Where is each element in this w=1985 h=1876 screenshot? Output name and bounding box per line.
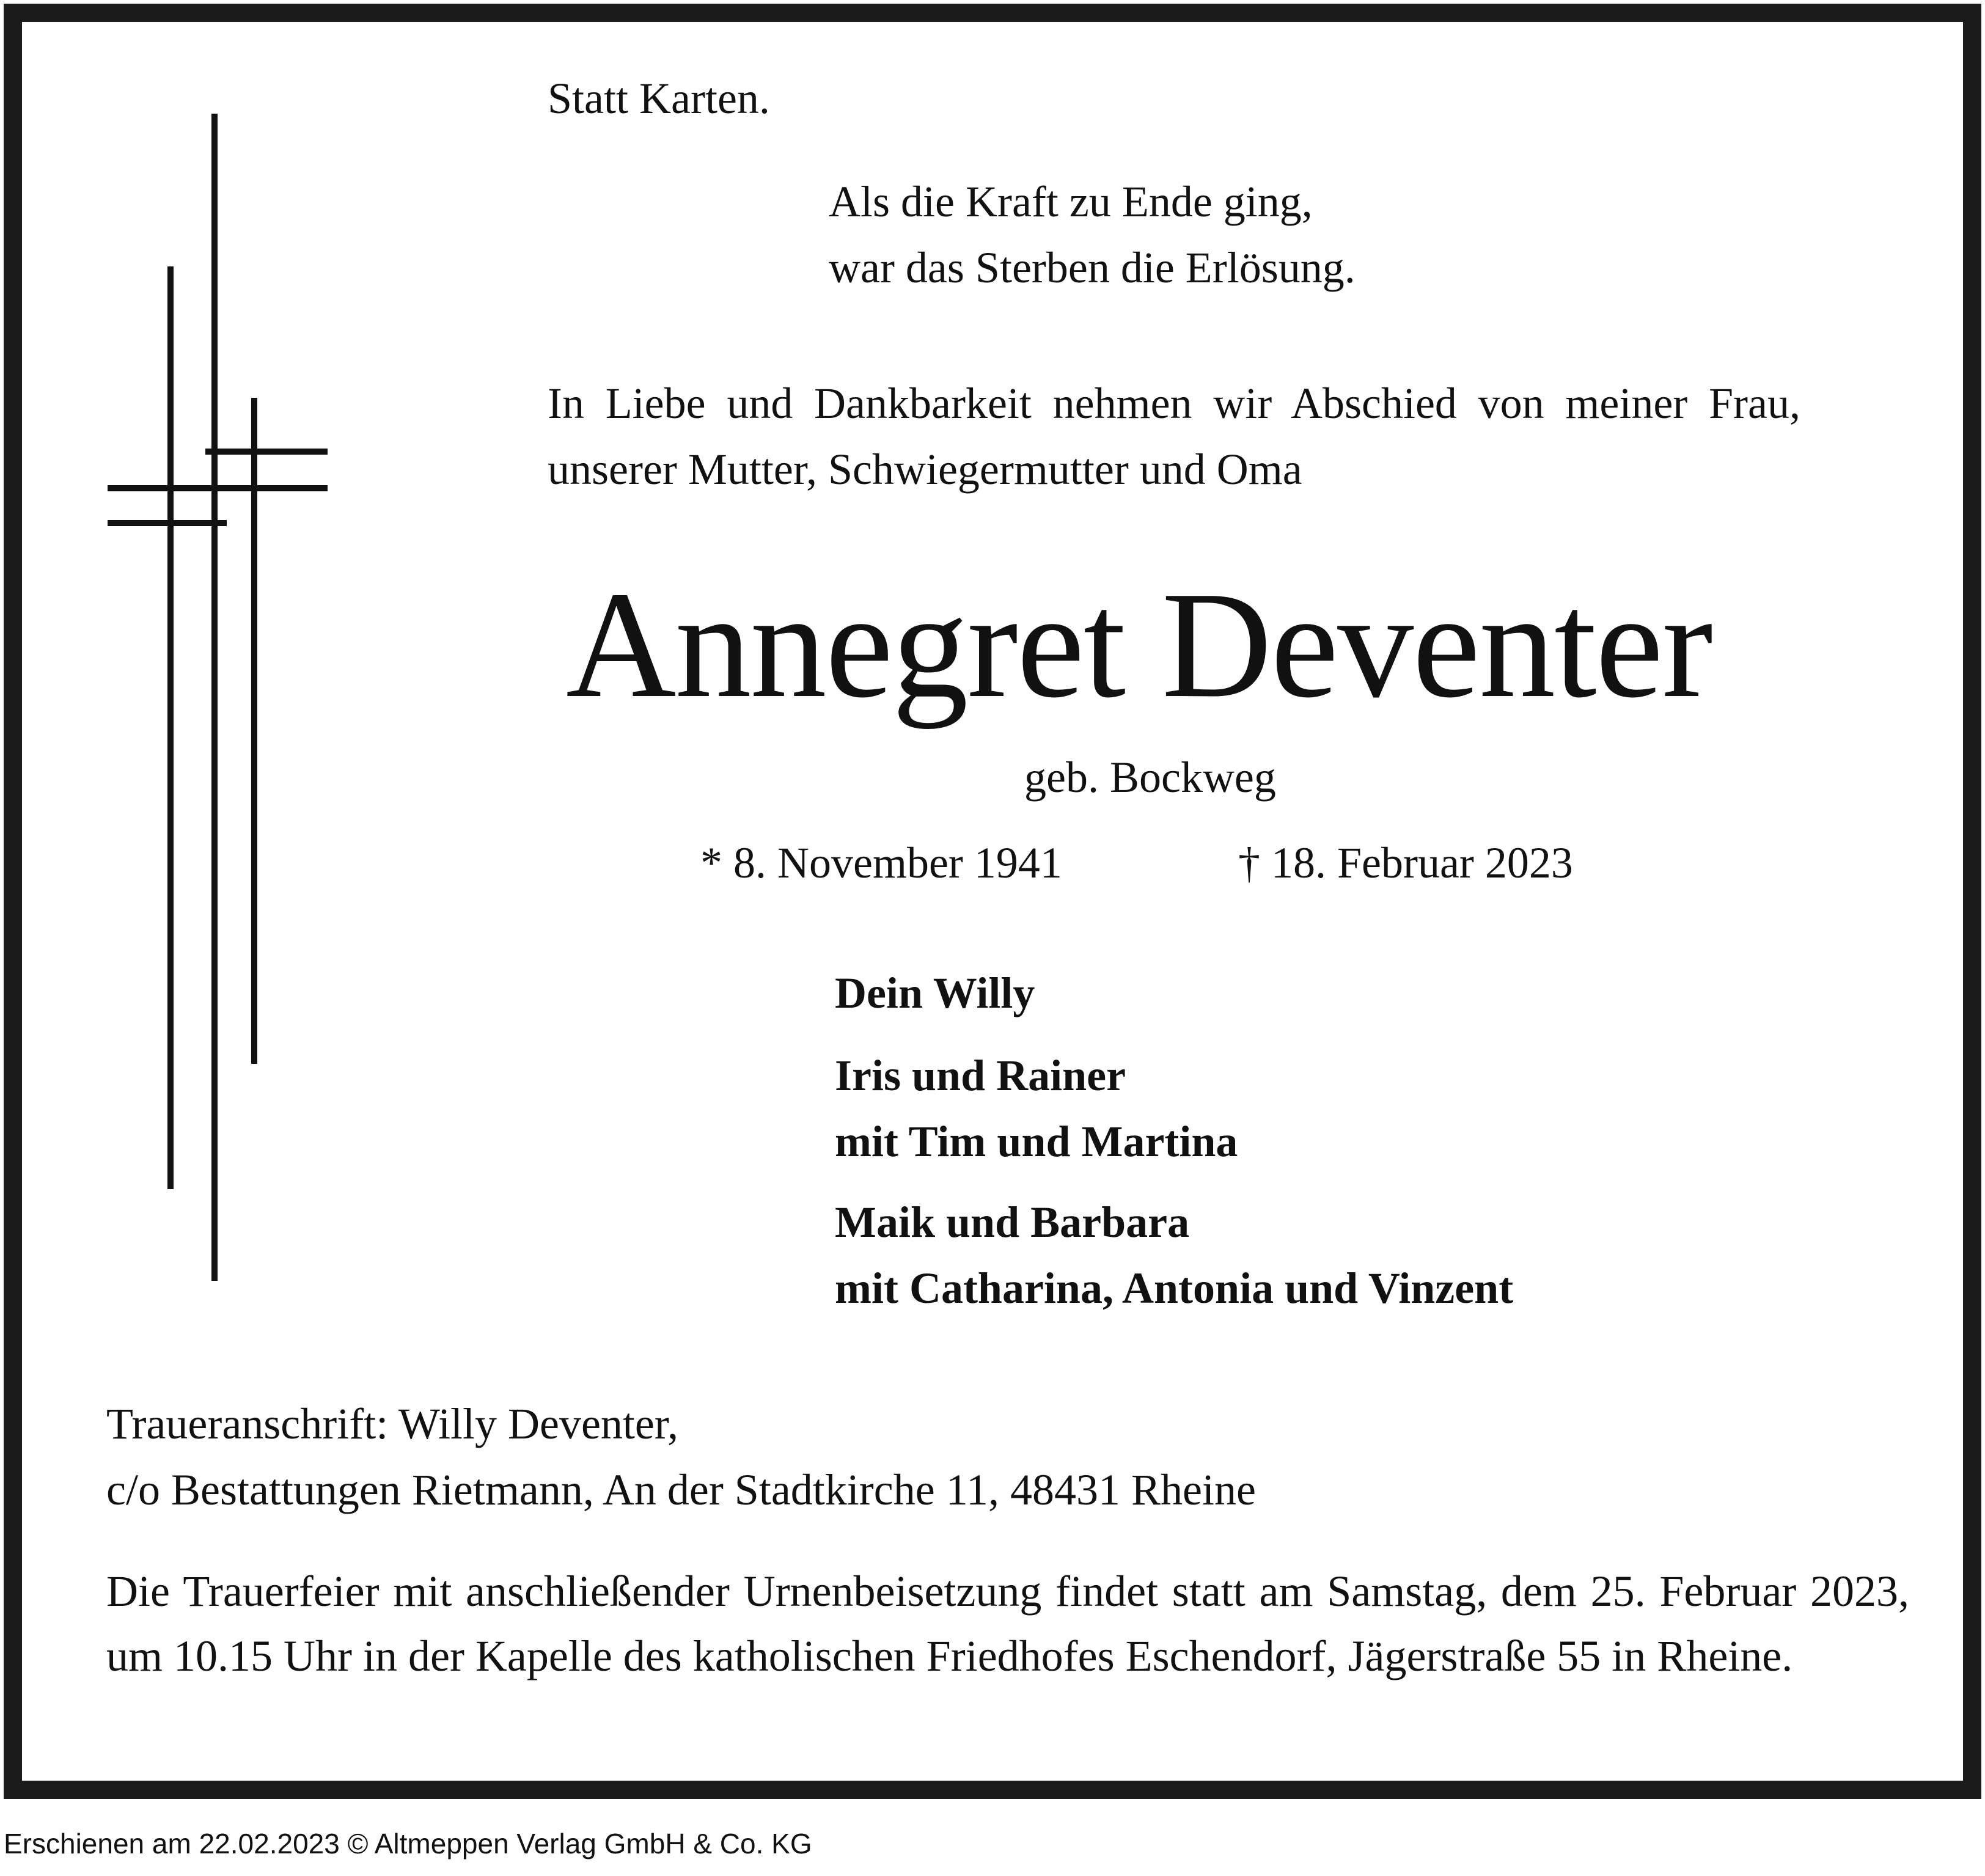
death-date: † 18. Februar 2023 [1238, 838, 1573, 887]
motto-line-2: war das Sterben die Erlösung. [829, 243, 1356, 292]
publication-credit: Erschienen am 22.02.2023 © Altmeppen Verlag GmbH & Co. KG [4, 1828, 812, 1860]
family-member: Dein Willy [835, 969, 1035, 1017]
intro-text: In Liebe und Dankbarkeit nehmen wir Abschied von meiner Frau, unserer Mutter, Schwiegermutter und Oma [548, 379, 1800, 494]
birth-date: * 8. November 1941 [700, 838, 1062, 887]
motto-line-1: Als die Kraft zu Ende ging, [829, 177, 1313, 226]
family-member: mit Tim und Martina [835, 1117, 1238, 1166]
address-line-1: Traueranschrift: Willy Deventer, [106, 1399, 678, 1448]
family-member: Maik und Barbara [835, 1198, 1190, 1247]
address-line-2: c/o Bestattungen Rietmann, An der Stadtkirche 11, 48431 Rheine [106, 1465, 1256, 1514]
obituary-notice [4, 4, 1981, 1799]
ceremony-text: Die Trauerfeier mit anschließender Urnenbeisetzung findet statt am Samstag, dem 25. Februar 2023, um 10.15 Uhr in der Kapelle des katholischen Friedhofes Eschendorf, Jägerstraße 55 in Rheine. [106, 1567, 1909, 1680]
family-member: mit Catharina, Antonia und Vinzent [835, 1264, 1514, 1313]
maiden-name: geb. Bockweg [1024, 753, 1276, 802]
opening-line: Statt Karten. [548, 74, 770, 123]
family-member: Iris und Rainer [835, 1051, 1126, 1100]
motto [829, 169, 1356, 301]
deceased-name: Annegret Deventer [566, 560, 1712, 730]
mourning-address [106, 1391, 1256, 1523]
